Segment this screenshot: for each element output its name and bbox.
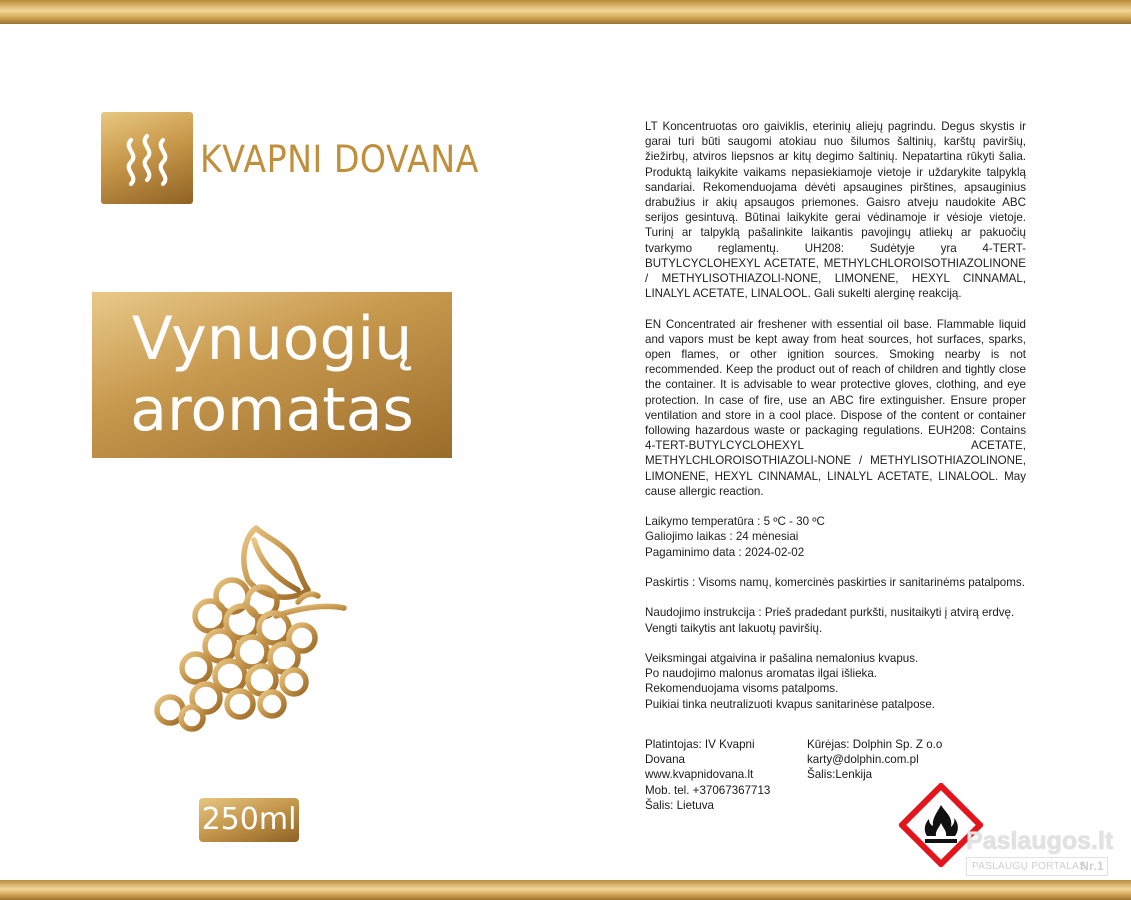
- distributor-phone: Mob. tel. +37067367713: [645, 783, 771, 797]
- bottom-gold-border: [0, 880, 1131, 900]
- shelf-life: Galiojimo laikas : 24 mėnesiai: [645, 530, 799, 544]
- top-gold-border: [0, 0, 1131, 24]
- benefit-1: Veiksmingai atgaivina ir pašalina nemalonius kvapus.: [645, 652, 919, 666]
- watermark-title: Paslaugos.lt: [966, 827, 1114, 855]
- manufacturer-name: Kūrėjas: Dolphin Sp. Z o.o: [807, 738, 943, 751]
- distributor-country: Šalis: Lietuva: [645, 798, 714, 812]
- watermark-subtitle-box: [966, 857, 1108, 876]
- label-text-column: [645, 119, 1026, 712]
- distributor-line2: Dovana: [645, 753, 685, 767]
- instructions-line2: Vengti taikytis ant lakuotų paviršių.: [645, 621, 823, 635]
- production-date: Pagaminimo data : 2024-02-02: [645, 545, 805, 559]
- lt-description: LT Koncentruotas oro gaiviklis, eterinių aliejų pagrindu. Degus skystis ir garai turi būti saugomi atokiau nuo šilumos šaltinių, karštų paviršių, žiežirbų, atviros liepsnos ar kitų degimo šaltinių. Nepatartina rūkyti šalia. Produktą laikykite vaikams nepasiekiamoje vietoje ir uždarykite talpyklą sandariai. Rekomenduojama dėvėti apsaugines pirštines, apsauginius drabužius ir akių apsaugos priemones. Gaisro atveju naudokite ABC serijos gesintuvą. Būtinai laikykite gerai vėdinamoje ir vėsioje vietoje. Turinį ar talpyklą pašalinkite laikantis pavojingų atliekų ar pakuočių tvarkymo reglamentų. UH208: Sudėtyje yra 4-TERT-BUTYLCYCLOHEXYL ACETATE, METHYLCHLOROISOTHIAZOLINONE / METHYLISOTHIAZOLI-NONE, LIMONENE, HEXYL CINNAMAL, LINALYL ACETATE, LINALOOL. Gali sukelti alerginę reakciją.: [645, 120, 1026, 301]
- distributor-website: www.kvapnidovana.lt: [645, 768, 754, 782]
- benefits: [645, 651, 1026, 712]
- product-title-line2: aromatas: [130, 375, 414, 445]
- manufacturer-country: Šalis:Lenkija: [807, 768, 873, 782]
- benefit-3: Rekomenduojama visoms patalpoms.: [645, 682, 839, 696]
- instructions-line1: Naudojimo instrukcija : Prieš pradedant purkšti, nusitaikyti į atvirą erdvę.: [645, 606, 1015, 620]
- scent-waves-icon: [101, 112, 193, 204]
- purpose: Paskirtis : Visoms namų, komercinės paskirties ir sanitarinėms patalpoms.: [645, 576, 1025, 590]
- product-title-line1: Vynuogių: [131, 304, 413, 374]
- paslaugos-watermark: [966, 826, 1114, 876]
- benefit-2: Po naudojimo malonus aromatas ilgai išlieka.: [645, 667, 877, 681]
- storage-info: [645, 514, 1026, 560]
- benefit-4: Puikiai tinka neutralizuoti kvapus sanitarinėse patalpose.: [645, 697, 936, 711]
- distributor-info: [645, 737, 795, 813]
- manufacturer-info: [807, 737, 1007, 783]
- watermark-subtitle: PASLAUGŲ PORTALAS: [972, 861, 1087, 872]
- grapes-icon: [148, 520, 348, 732]
- storage-temperature: Laikymo temperatūra : 5 ºC - 30 ºC: [645, 515, 825, 529]
- volume-badge: 250ml: [199, 798, 299, 842]
- watermark-badge: Nr.1: [1080, 859, 1104, 873]
- brand-logo: [101, 112, 193, 204]
- distributor-line1: Platintojas: IV Kvapni: [645, 738, 755, 751]
- product-title-box: [92, 292, 452, 458]
- manufacturer-email: karty@dolphin.com.pl: [807, 753, 919, 767]
- brand-name: KVAPNI DOVANA: [200, 138, 479, 181]
- usage-instructions: [645, 605, 1026, 635]
- en-description: EN Concentrated air freshener with essential oil base. Flammable liquid and vapors must be kept away from heat sources, hot surfaces, sparks, open flames, or other ignition sources. Smoking nearby is not recommended. Keep the product out of reach of children and tightly close the container. It is advisable to wear protective gloves, clothing, and eye protection. In case of fire, use an ABC fire extinguisher. Ensure proper ventilation and store in a cool place. Dispose of the content or container following hazardous waste or packaging regulations. EUH208: Contains 4-TERT-BUTYLCYCLOHEXYL ACETATE, METHYLCHLOROISOTHIAZOLI-NONE / METHYLISOTHIAZOLINONE, LIMONENE, HEXYL CINNAMAL, LINALYL ACETATE, LINALOOL. May cause allergic reaction.: [645, 317, 1026, 498]
